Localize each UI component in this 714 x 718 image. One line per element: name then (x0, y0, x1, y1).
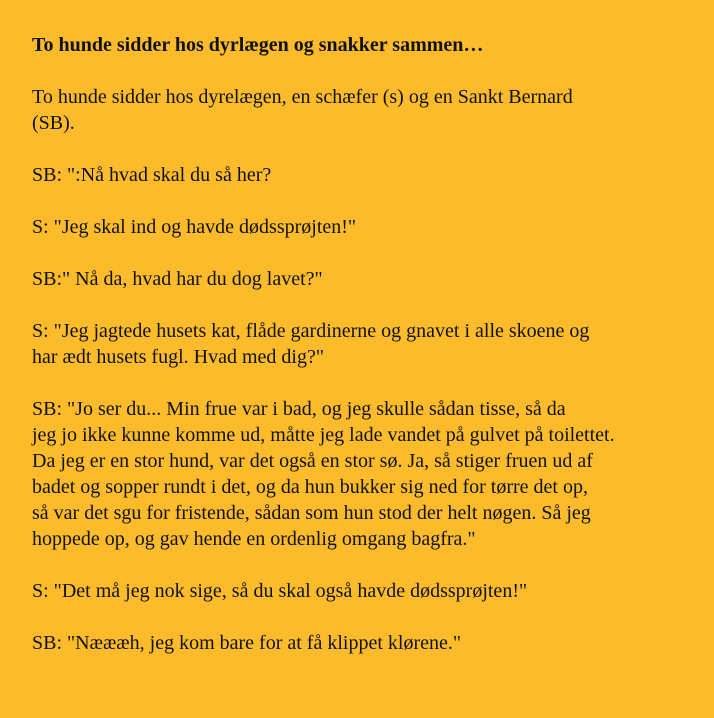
dialogue-line-s-3: S: "Det må jeg nok sige, så du skal også havde dødssprøjten!" (32, 580, 528, 602)
dialogue-line-s-2: S: "Jeg jagtede husets kat, flåde gardinerne og gnavet i alle skoene og har ædt husets fugl. Hvad med dig?" (32, 320, 590, 368)
dialogue-line-sb-1: SB: ":Nå hvad skal du så her? (32, 164, 272, 186)
dialogue-line-s-1: S: "Jeg skal ind og havde dødssprøjten!" (32, 216, 357, 238)
dialogue-line-sb-4: SB: "Næææh, jeg kom bare for at få klippet klørene." (32, 632, 462, 654)
dialogue-line-sb-3: SB: "Jo ser du... Min frue var i bad, og jeg skulle sådan tisse, så da jeg jo ikke kunne komme ud, måtte jeg lade vandet på gulvet på toilettet. Da jeg er en stor hund, var det også en stor sø. Ja, så stiger fruen ud af badet og sopper rundt i det, og da hun bukker sig ned for tørre det op, så var det sgu for fristende, sådan som hun stod der helt nøgen. Så jeg hoppede op, og gav hende en ordenlig omgang bagfra." (32, 398, 615, 550)
dialogue-line-sb-2: SB:" Nå da, hvad har du dog lavet?" (32, 268, 323, 290)
intro-paragraph: To hunde sidder hos dyrelægen, en schæfer (s) og en Sankt Bernard (SB). (32, 86, 573, 134)
joke-title: To hunde sidder hos dyrlægen og snakker sammen… (32, 34, 484, 56)
